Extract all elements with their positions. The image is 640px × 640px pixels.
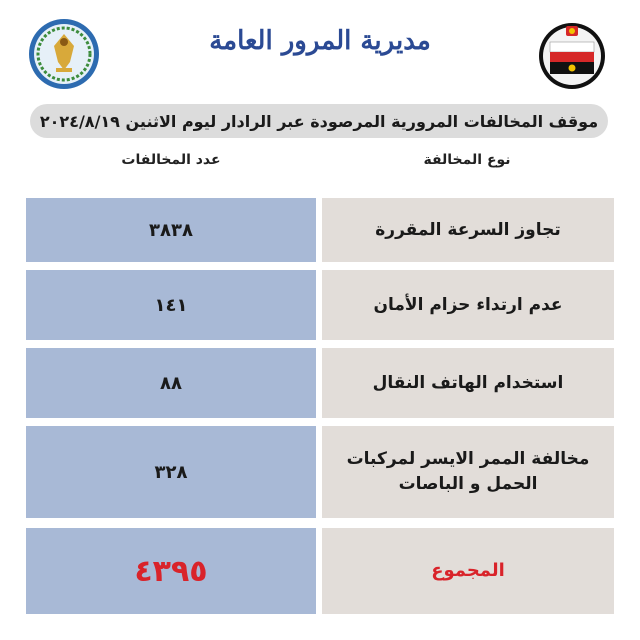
violation-type-cell: تجاوز السرعة المقررة — [322, 198, 614, 262]
report-subtitle: موقف المخالفات المرورية المرصودة عبر الرادار ليوم الاثنين ٢٠٢٤/٨/١٩ — [39, 111, 599, 131]
violation-count-cell: ٨٨ — [26, 348, 316, 418]
violation-type-cell: عدم ارتداء حزام الأمان — [322, 270, 614, 340]
column-header-count: عدد المخالفات — [121, 152, 221, 168]
table-row — [0, 270, 640, 340]
total-row — [0, 528, 640, 614]
violation-count-cell: ٣٨٣٨ — [26, 198, 316, 262]
table-row — [0, 198, 640, 262]
table-row — [0, 348, 640, 418]
page-title: مديرية المرور العامة — [209, 26, 431, 56]
violation-count-cell: ٣٢٨ — [26, 426, 316, 518]
column-header-type: نوع المخالفة — [423, 152, 511, 168]
violation-count-cell: ١٤١ — [26, 270, 316, 340]
total-label-cell: المجموع — [322, 528, 614, 614]
report-subtitle-band — [30, 104, 608, 138]
table-row — [0, 426, 640, 518]
violation-type-cell: مخالفة الممر الايسر لمركبات الحمل و الباصات — [322, 426, 614, 518]
total-count-cell: ٤٣٩٥ — [26, 528, 316, 614]
violation-type-cell: استخدام الهاتف النقال — [322, 348, 614, 418]
